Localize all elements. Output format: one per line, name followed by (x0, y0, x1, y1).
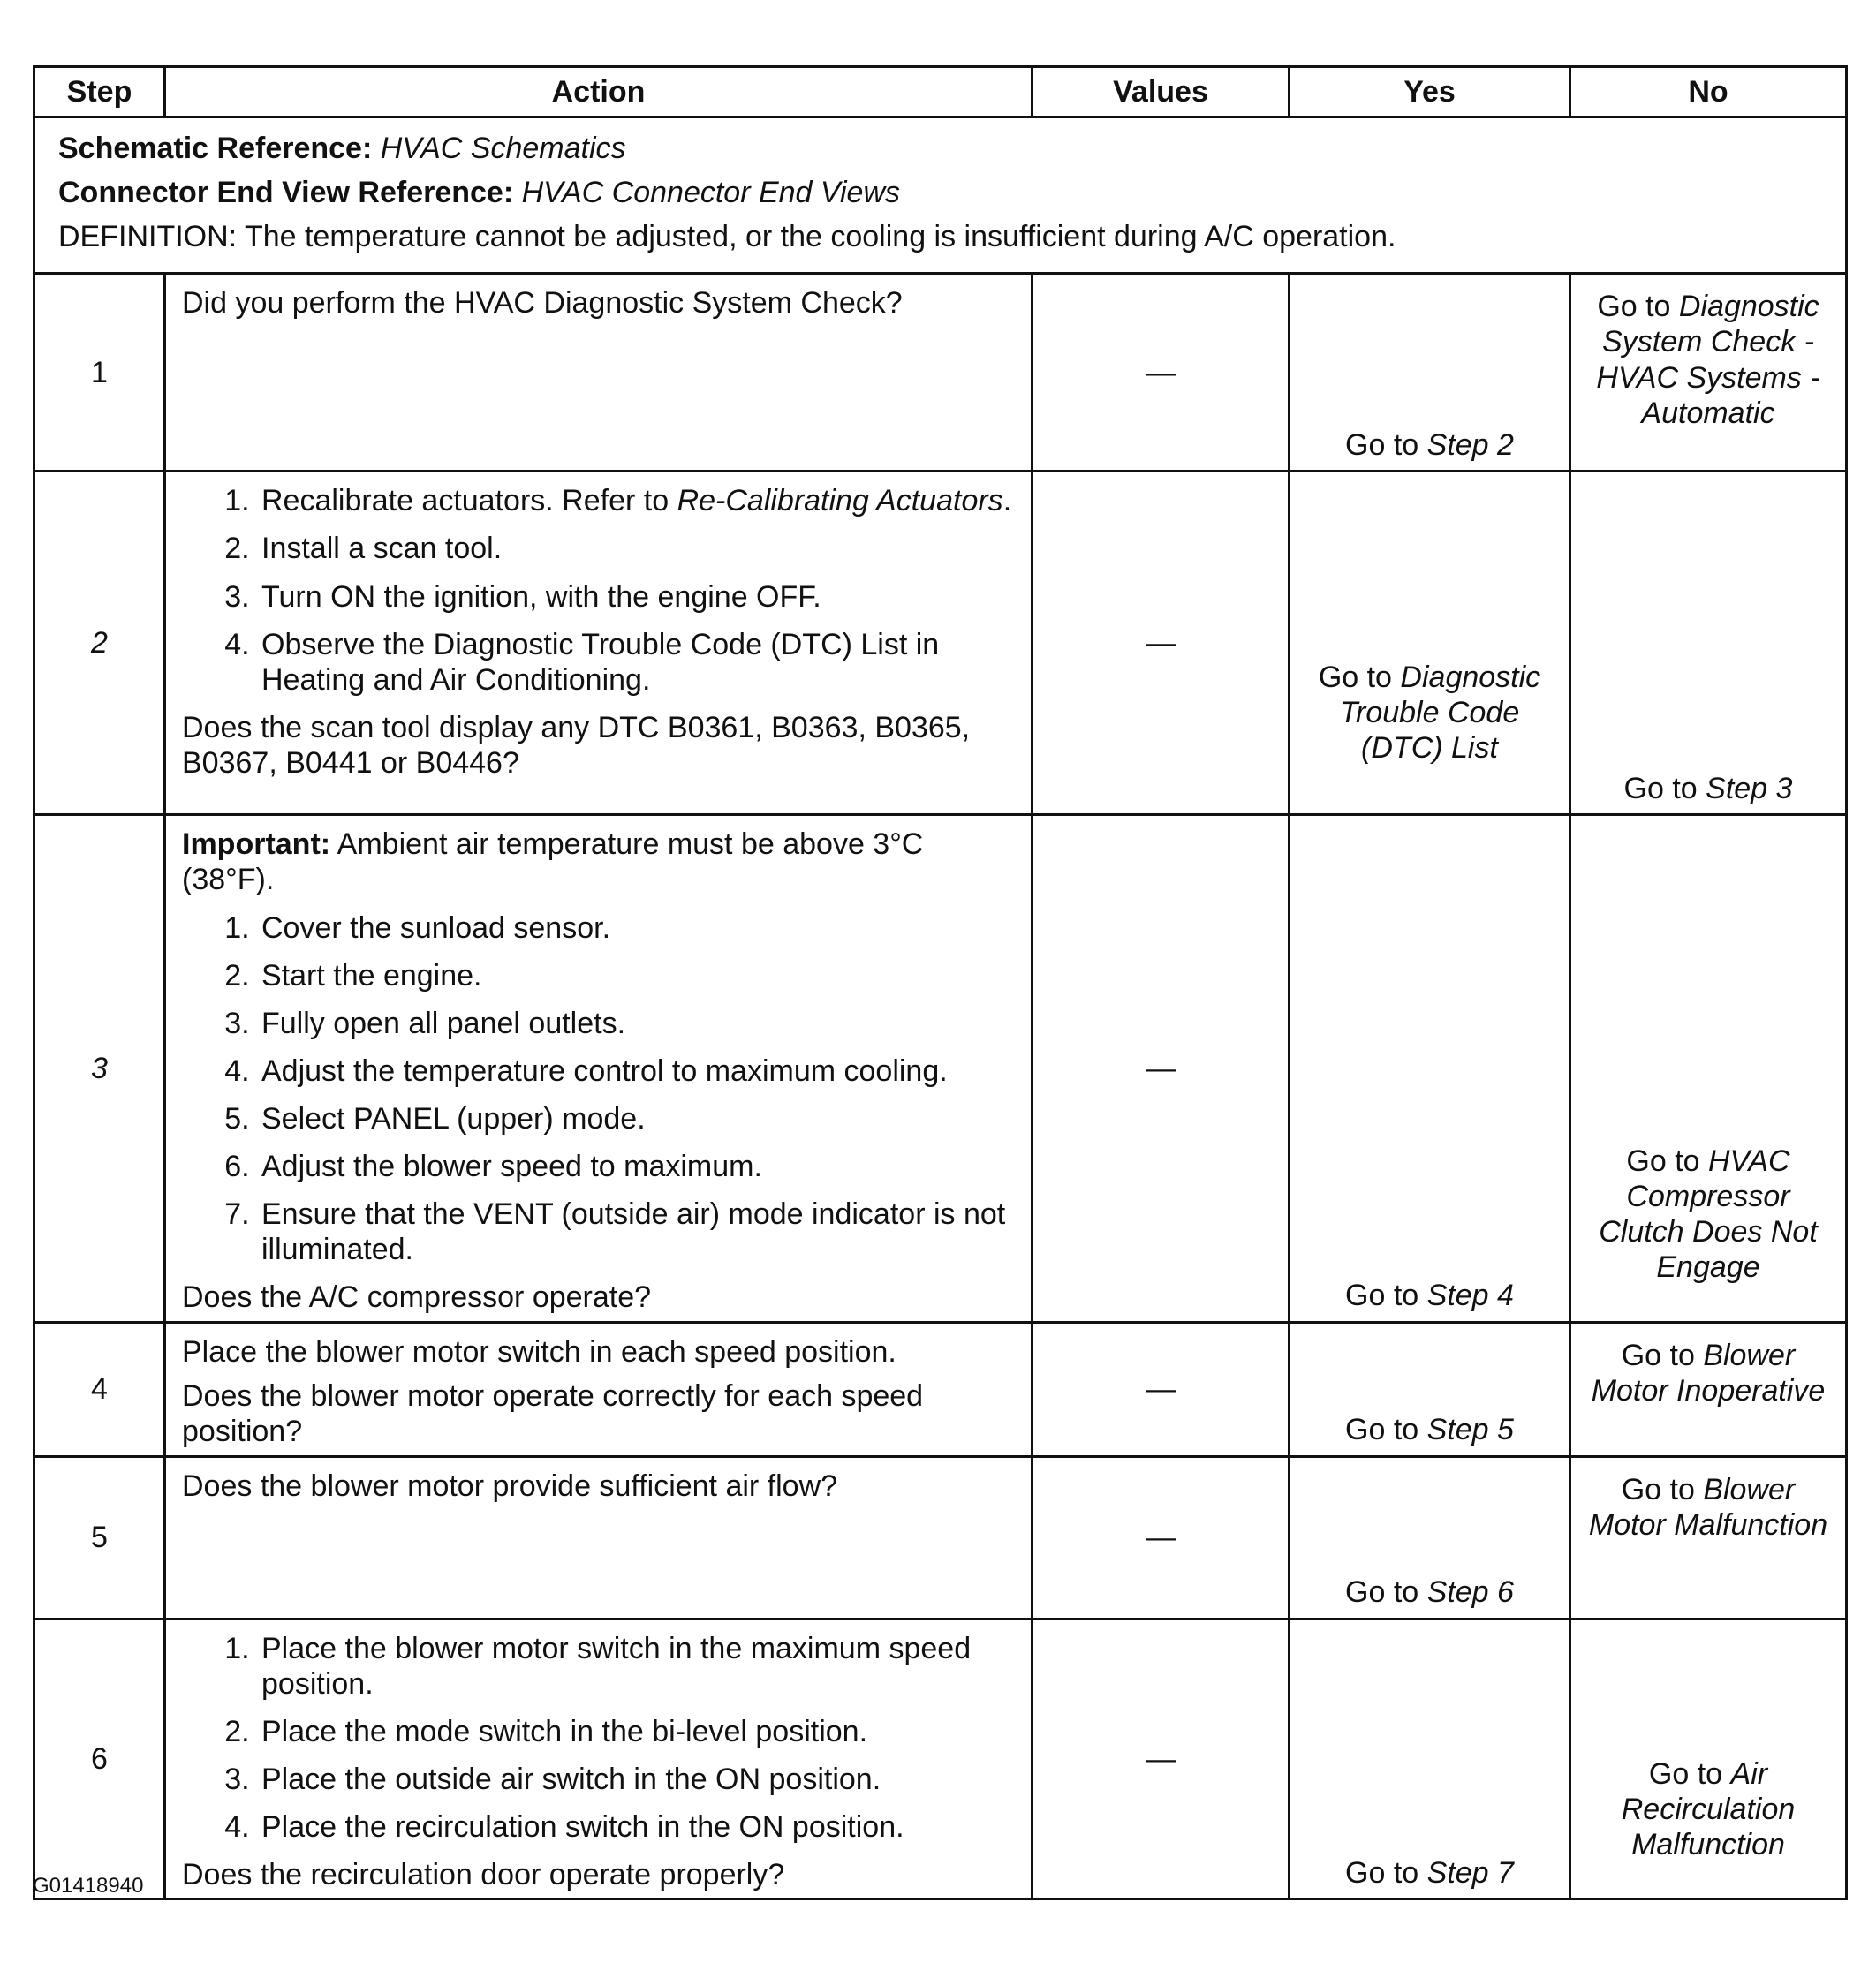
connector-reference: Connector End View Reference: HVAC Connector End Views (58, 176, 900, 210)
no-cell: Go to Diagnostic System Check - HVAC Systems - Automatic (1570, 274, 1847, 472)
step-question: Does the recirculation door operate properly? (182, 1858, 785, 1892)
yes-cell: Go to Diagnostic Trouble Code (DTC) List (1290, 472, 1570, 815)
important-note: Important: Ambient air temperature must be above 3°C (38°F). (182, 827, 924, 897)
yes-link[interactable]: Step 4 (1426, 1279, 1514, 1313)
step-action (165, 472, 1033, 815)
list-item: 6. Adjust the blower speed to maximum. (258, 1149, 1015, 1184)
step-question: Does the A/C compressor operate? (182, 1280, 652, 1315)
no-link[interactable]: Blower Motor Inoperative (1591, 1338, 1826, 1408)
list-item: 2. Install a scan tool. (258, 531, 1015, 566)
yes-link[interactable]: Step 6 (1426, 1575, 1514, 1610)
step-row-5 (34, 1456, 1847, 1619)
step-row-6 (34, 1619, 1847, 1899)
list-item: 3. Turn ON the ignition, with the engine OFF. (258, 579, 1015, 615)
step-action (165, 815, 1033, 1322)
step-row-1 (34, 274, 1847, 472)
no-cell: Go to Blower Motor Malfunction (1570, 1456, 1847, 1619)
recalibrate-link[interactable]: Re-Calibrating Actuators (677, 484, 1003, 518)
list-item: 4. Observe the Diagnostic Trouble Code (DTC) List in Heating and Air Conditioning. (258, 627, 1015, 698)
list-item: 4. Place the recirculation switch in the ON position. (258, 1809, 1015, 1845)
step-number: 1 (34, 274, 165, 472)
diagnostic-table (33, 65, 1848, 1900)
step-action (165, 1619, 1033, 1899)
step-value: — (1033, 815, 1290, 1322)
schematic-link[interactable]: HVAC Schematics (380, 132, 626, 165)
yes-cell: Go to Step 4 (1290, 815, 1570, 1322)
step-number: 2 (34, 472, 165, 815)
header-yes: Yes (1290, 67, 1570, 117)
yes-cell: Go to Step 6 (1290, 1456, 1570, 1619)
header-row (34, 67, 1847, 117)
step-list (182, 483, 1015, 698)
yes-link[interactable]: Step 5 (1426, 1413, 1514, 1447)
step-action: Does the blower motor provide sufficient air flow? (165, 1456, 1033, 1619)
no-link[interactable]: HVAC Compressor Clutch Does Not Engage (1599, 1144, 1818, 1285)
list-item: 3. Place the outside air switch in the ON position. (258, 1762, 1015, 1797)
yes-link[interactable]: Step 7 (1426, 1856, 1514, 1891)
list-item: 3. Fully open all panel outlets. (258, 1006, 1015, 1041)
step-list (182, 910, 1015, 1268)
no-link[interactable]: Diagnostic System Check - HVAC Systems - Automatic (1596, 290, 1820, 430)
step-question: Does the blower motor operate correctly for each speed position? (182, 1378, 924, 1448)
step-action (165, 1322, 1033, 1456)
yes-cell: Go to Step 5 (1290, 1322, 1570, 1456)
step-value: — (1033, 472, 1290, 815)
step-number: 6 (34, 1619, 165, 1899)
header-action: Action (165, 67, 1033, 117)
header-step: Step (34, 67, 165, 117)
list-item: 1. Place the blower motor switch in the maximum speed position. (258, 1631, 1015, 1702)
header-values: Values (1033, 67, 1290, 117)
no-link[interactable]: Step 3 (1706, 772, 1793, 806)
list-item: 7. Ensure that the VENT (outside air) mode indicator is not illuminated. (258, 1197, 1015, 1267)
no-cell: Go to HVAC Compressor Clutch Does Not Engage (1570, 815, 1847, 1322)
yes-cell: Go to Step 2 (1290, 274, 1570, 472)
step-value: — (1033, 1619, 1290, 1899)
step-row-4 (34, 1322, 1847, 1456)
step-number: 5 (34, 1456, 165, 1619)
no-cell: Go to Step 3 (1570, 472, 1847, 815)
reference-row (34, 117, 1847, 274)
header-no: No (1570, 67, 1847, 117)
step-row-3 (34, 815, 1847, 1322)
list-item: 4. Adjust the temperature control to maximum cooling. (258, 1053, 1015, 1089)
step-value: — (1033, 1456, 1290, 1619)
list-item: 5. Select PANEL (upper) mode. (258, 1101, 1015, 1136)
step-list (182, 1631, 1015, 1846)
step-number: 4 (34, 1322, 165, 1456)
no-cell: Go to Air Recirculation Malfunction (1570, 1619, 1847, 1899)
yes-cell: Go to Step 7 (1290, 1619, 1570, 1899)
schematic-reference: Schematic Reference: HVAC Schematics (58, 132, 626, 165)
list-item: 2. Place the mode switch in the bi-level position. (258, 1714, 1015, 1749)
step-instruction: Place the blower motor switch in each speed position. (182, 1334, 896, 1369)
step-row-2 (34, 472, 1847, 815)
yes-link[interactable]: Diagnostic Trouble Code (DTC) List (1339, 661, 1541, 766)
step-value: — (1033, 1322, 1290, 1456)
step-value: — (1033, 274, 1290, 472)
connector-link[interactable]: HVAC Connector End Views (521, 176, 900, 210)
yes-link[interactable]: Step 2 (1426, 428, 1514, 463)
list-item: 1. Recalibrate actuators. Refer to Re-Calibrating Actuators. (258, 483, 1015, 518)
figure-id: G01418940 (33, 1874, 144, 1898)
step-question: Does the scan tool display any DTC B0361, B0363, B0365, B0367, B0441 or B0446? (182, 710, 971, 780)
no-link[interactable]: Blower Motor Malfunction (1588, 1472, 1828, 1542)
step-number: 3 (34, 815, 165, 1322)
step-action: Did you perform the HVAC Diagnostic System Check? (165, 274, 1033, 472)
no-link[interactable]: Air Recirculation Malfunction (1621, 1756, 1796, 1862)
no-cell: Go to Blower Motor Inoperative (1570, 1322, 1847, 1456)
definition: DEFINITION: The temperature cannot be adjusted, or the cooling is insufficient during A/C operation. (58, 220, 1396, 254)
list-item: 1. Cover the sunload sensor. (258, 910, 1015, 946)
list-item: 2. Start the engine. (258, 958, 1015, 993)
